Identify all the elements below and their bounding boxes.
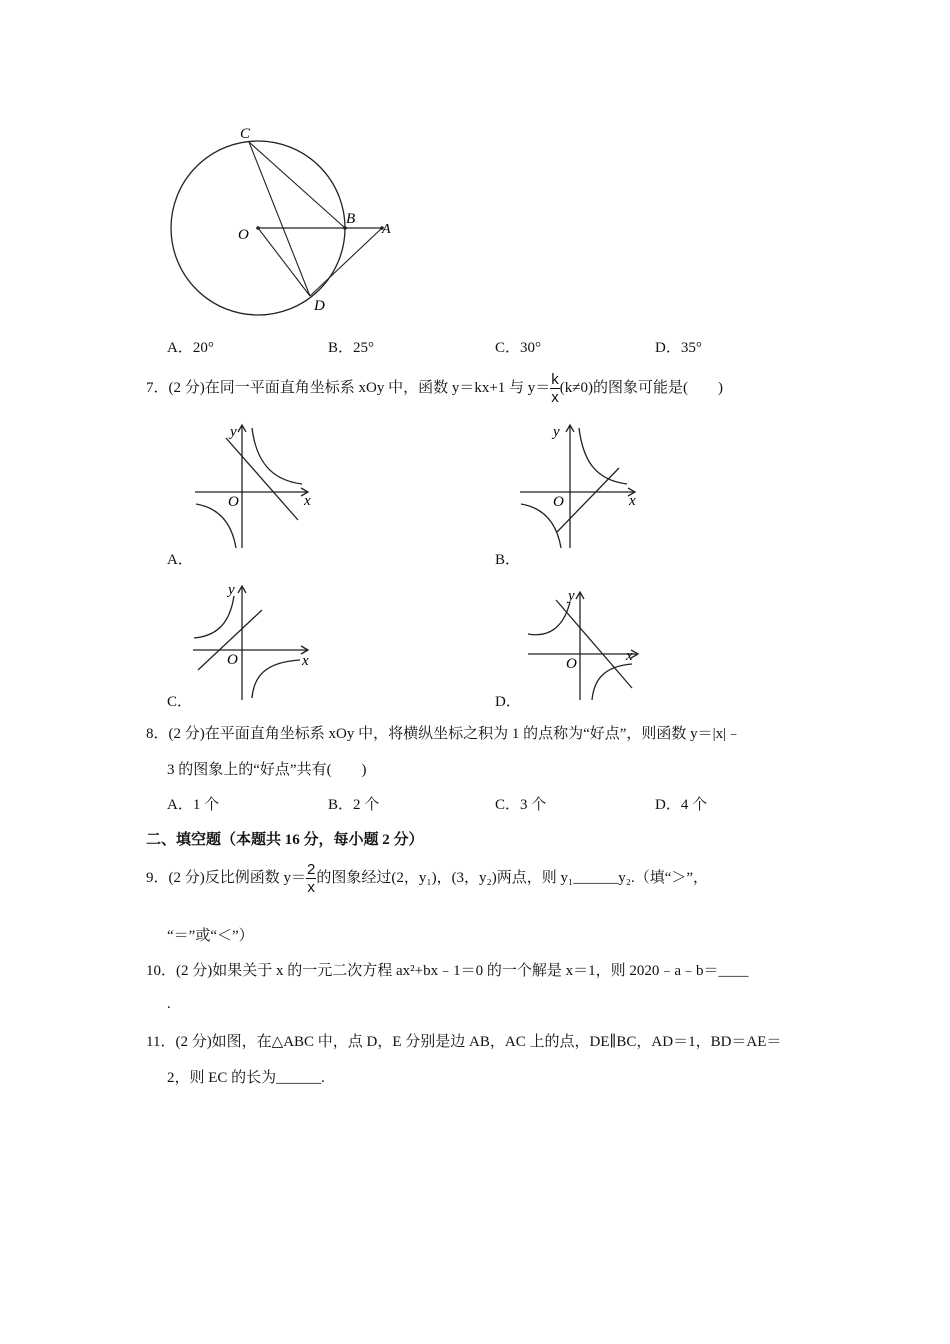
q6-option-c[interactable]: C．30° [495,340,542,356]
q7-option-d[interactable]: D． [495,694,521,710]
q9-stem: 9．(2 分)反比例函数 y＝ $\frac{2}{x}$ 的图象经过(2，y₁)，(3，y₂)两点，则 y₁______y₂.（填“＞”， [146,861,709,896]
label-o: O [553,494,564,510]
q8-option-c[interactable]: C．3 个 [495,797,547,813]
q9-stem-line2: “＝”或“＜”） [167,928,254,944]
section-title: 二、填空题（本题共 16 分，每小题 2 分） [146,832,424,848]
q6-option-b[interactable]: B．25° [328,340,375,356]
line-graph [556,600,632,688]
hyperbola-branch-1 [579,428,627,484]
q6-option-a[interactable]: A．20° [167,340,214,356]
hyperbola-branch-2 [196,504,236,548]
label-y: y [230,424,237,440]
q7-fraction: $\frac{k}{x}$ [551,371,559,406]
q8-stem-line1: 8．(2 分)在平面直角坐标系 xOy 中，将横纵坐标之积为 1 的点称为“好点”，则函数 y＝|x|﹣ [146,726,742,742]
hyperbola-branch-1 [528,602,570,635]
segment-od [258,228,310,296]
q6-option-d[interactable]: D．35° [655,340,702,356]
label-c: C [240,126,251,142]
graph-d [520,584,650,704]
label-x: x [629,493,636,509]
segment-cd [249,142,310,296]
label-x: x [302,653,309,669]
q8-option-d[interactable]: D．4 个 [655,797,708,813]
q7-option-a[interactable]: A． [167,552,193,568]
point-o [256,226,260,230]
label-o: O [566,656,577,672]
q8-option-a[interactable]: A．1 个 [167,797,220,813]
label-x: x [626,648,633,664]
graph-b [515,420,645,550]
q7-option-b[interactable]: B． [495,552,521,568]
label-a: A [382,222,391,237]
q10-stem-line1: 10．(2 分)如果关于 x 的一元二次方程 ax²+bx﹣1＝0 的一个解是 x＝1，则 2020﹣a﹣b＝____ [146,963,749,979]
circle-figure [160,120,410,320]
q7-option-c[interactable]: C． [167,694,193,710]
label-o: O [227,652,238,668]
label-b: B [346,211,356,227]
q7-stem: 7．(2 分)在同一平面直角坐标系 xOy 中，函数 y＝kx+1 与 y＝ $\frac{k}{x}$ (k≠0)的图象可能是( ) [146,371,724,406]
line-graph [557,468,619,532]
q9-fraction: $\frac{2}{x}$ [307,861,316,896]
q10-stem-line2: . [167,996,171,1012]
q8-stem-line2: 3 的图象上的“好点”共有( ) [167,762,367,778]
label-y: y [568,588,575,604]
q11-stem-line1: 11．(2 分)如图，在△ABC 中，点 D，E 分别是边 AB，AC 上的点，DE∥BC，AD＝1，BD＝AE＝ [146,1034,782,1050]
label-o: O [238,227,249,243]
hyperbola-branch-2 [521,504,561,548]
segment-cb [249,142,345,228]
label-d: D [314,298,325,314]
q11-stem-line2: 2，则 EC 的长为______. [167,1070,325,1086]
graph-c [190,578,320,703]
label-y: y [553,424,560,440]
hyperbola-branch-1 [194,596,234,638]
label-o: O [228,494,239,510]
segment-da [310,228,382,296]
graph-a [190,420,320,550]
label-x: x [304,493,311,509]
q8-option-b[interactable]: B．2 个 [328,797,380,813]
hyperbola-branch-2 [252,660,300,698]
label-y: y [228,582,235,598]
